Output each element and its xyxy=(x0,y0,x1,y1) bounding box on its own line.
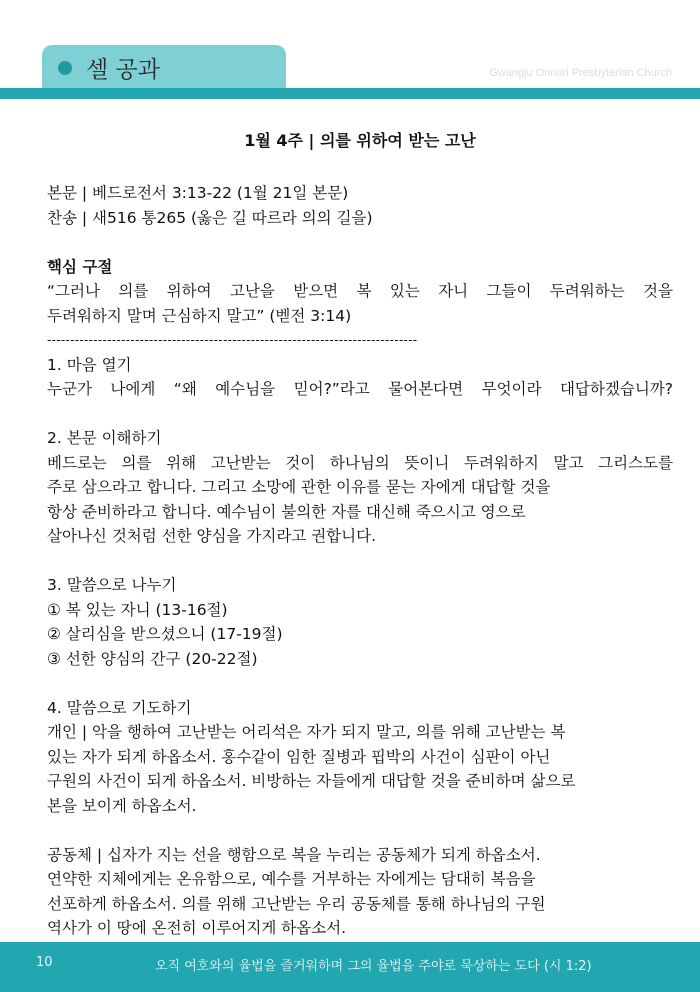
section-line: 누군가 나에게 “왜 예수님을 믿어?”라고 물어본다면 무엇이라 대답하겠습니까? xyxy=(47,380,673,398)
divider: -------------------------------------------------------------------------------- xyxy=(47,333,418,347)
footer-verse: 오직 여호와의 율법을 즐거워하며 그의 율법을 주야로 묵상하는 도다 (시 1:2) xyxy=(155,959,592,974)
section-heading: 2. 본문 이해하기 xyxy=(47,429,162,447)
section-heading: 3. 말씀으로 나누기 xyxy=(47,576,177,594)
core-verse-heading: 핵심 구절 xyxy=(47,257,113,276)
bullet-dot-icon xyxy=(58,61,72,75)
page-number: 10 xyxy=(36,955,53,970)
list-item: ① 복 있는 자니 (13-16절) xyxy=(47,600,228,619)
section-title: 셀 공과 xyxy=(86,57,160,83)
core-verse-line: 두려워하지 말며 근심하지 말고” (벧전 3:14) xyxy=(47,306,352,325)
section-heading: 4. 말씀으로 기도하기 xyxy=(47,698,192,717)
section-line: 선포하게 하옵소서. 의를 위해 고난받는 우리 공동체를 통해 하나님의 구원 xyxy=(47,894,546,913)
list-item: ② 살리심을 받으셨으니 (17-19절) xyxy=(47,625,283,643)
lesson-content xyxy=(47,128,673,941)
header-bar xyxy=(0,88,700,99)
section-line: 개인 | 악을 행하여 고난받는 어리석은 자가 되지 말고, 의를 위해 고난받는 복 xyxy=(47,723,566,741)
section-line: 베드로는 의를 위해 고난받는 것이 하나님의 뜻이니 두려워하지 말고 그리스도를 xyxy=(47,453,673,472)
scripture-line: 본문 | 베드로전서 3:13-22 (1월 21일 본문) xyxy=(47,184,349,202)
section-heading: 1. 마음 열기 xyxy=(47,355,132,374)
list-item: ③ 선한 양심의 간구 (20-22절) xyxy=(47,649,258,668)
section-line: 본을 보이게 하옵소서. xyxy=(47,796,197,815)
section-line: 연약한 지체에게는 온유함으로, 예수를 거부하는 자에게는 담대히 복음을 xyxy=(47,870,536,888)
section-line: 살아나신 것처럼 선한 양심을 가지라고 권합니다. xyxy=(47,527,377,545)
core-verse-line: “그러나 의를 위하여 고난을 받으면 복 있는 자니 그들이 두려워하는 것을 xyxy=(47,282,673,300)
footer-bar xyxy=(0,942,700,992)
section-tab xyxy=(42,45,286,88)
section-line: 공동체 | 십자가 지는 선을 행함으로 복을 누리는 공동체가 되게 하옵소서. xyxy=(47,845,541,864)
section-line: 항상 준비하라고 합니다. 예수님이 불의한 자를 대신해 죽으시고 영으로 xyxy=(47,502,526,521)
church-name: Gwangju Onnuri Presbyterian Church xyxy=(489,67,672,79)
section-line: 있는 자가 되게 하옵소서. 홍수같이 임한 질병과 핍박의 사건이 심판이 아닌 xyxy=(47,747,551,766)
section-line: 주로 삼으라고 합니다. 그리고 소망에 관한 이유를 묻는 자에게 대답할 것을 xyxy=(47,478,551,496)
hymn-line: 찬송 | 새516 통265 (옳은 길 따르라 의의 길을) xyxy=(47,208,373,227)
lesson-title: 1월 4주 | 의를 위하여 받는 고난 xyxy=(244,131,476,150)
section-line: 구원의 사건이 되게 하옵소서. 비방하는 자들에게 대답할 것을 준비하며 삶으로 xyxy=(47,772,576,790)
section-line: 역사가 이 땅에 온전히 이루어지게 하옵소서. xyxy=(47,919,347,937)
